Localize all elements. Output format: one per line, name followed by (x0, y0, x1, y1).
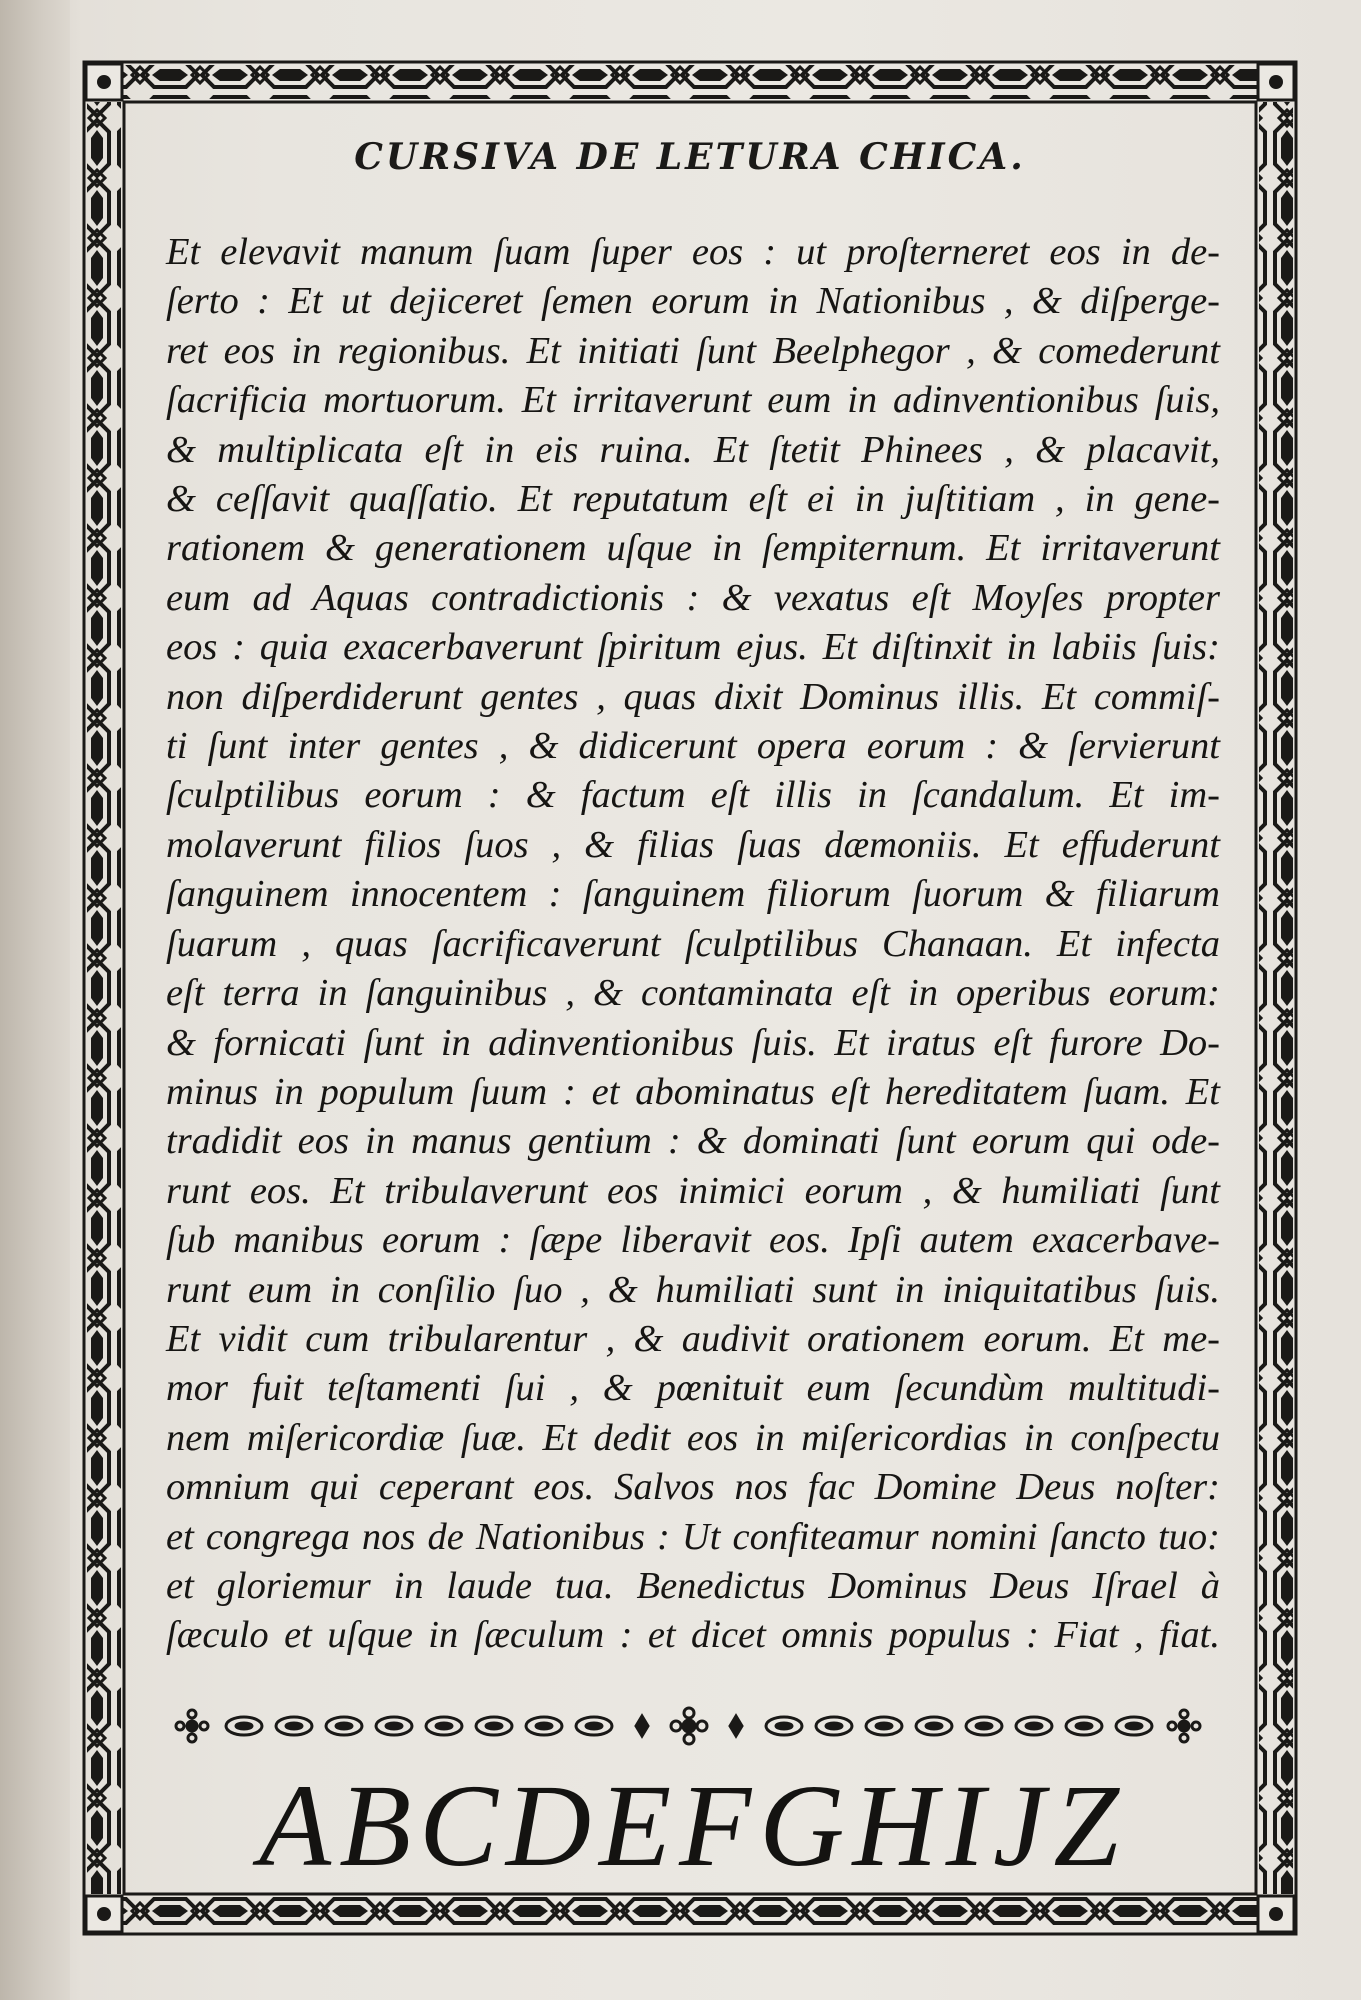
text-line: ſæculo et uſque in ſæculum : et dicet omnis populus : Fiat , fiat. (166, 1614, 1220, 1657)
text-line: nem miſericordiæ ſuæ. Et dedit eos in miſericordias in conſpectu (166, 1416, 1220, 1459)
alphabet-specimen: ABCDEFGHIJZ (259, 1760, 1127, 1891)
text-line: & fornicati ſunt in adinventionibus ſuis. Et iratus eſt furore Do- (166, 1021, 1220, 1064)
text-line: ſub manibus eorum : ſæpe liberavit eos. Ipſi autem exacerbave- (166, 1219, 1220, 1262)
text-line: et congrega nos de Nationibus : Ut confiteamur nomini ſancto tuo: (166, 1515, 1220, 1558)
text-line: tradidit eos in manus gentium : & dominati ſunt eorum qui ode- (166, 1120, 1220, 1163)
text-line: rationem & generationem uſque in ſempiternum. Et irritaverunt (166, 527, 1220, 570)
text-line: ſanguinem innocentem : ſanguinem filiorum ſuorum & filiarum (166, 873, 1220, 916)
text-line: ſerto : Et ut dejiceret ſemen eorum in Nationibus , & diſperge- (166, 280, 1220, 323)
text-line: runt eum in conſilio ſuo , & humiliati sunt in iniquitatibus ſuis. (166, 1268, 1220, 1311)
text-line: non diſperdiderunt gentes , quas dixit Dominus illis. Et commiſ- (166, 675, 1220, 718)
text-line: Et vidit cum tribularentur , & audivit orationem eorum. Et me- (166, 1317, 1220, 1360)
text-line: & ceſſavit quaſſatio. Et reputatum eſt ei in juſtitiam , in gene- (166, 478, 1220, 521)
text-line: ſuarum , quas ſacrificaverunt ſculptilibus Chanaan. Et infecta (166, 922, 1220, 965)
ornament-divider (174, 1706, 1204, 1746)
body-text (166, 228, 1220, 1661)
text-line: & multiplicata eſt in eis ruina. Et ſtetit Phinees , & placavit, (166, 428, 1220, 471)
text-line: ſacrificia mortuorum. Et irritaverunt eum in adinventionibus ſuis, (166, 379, 1220, 422)
text-line: omnium qui ceperant eos. Salvos nos fac Domine Deus noſter: (166, 1466, 1220, 1509)
text-line: mor fuit teſtamenti ſui , & pœnituit eum ſecundùm multitudi- (166, 1367, 1220, 1410)
text-line: eum ad Aquas contradictionis : & vexatus eſt Moyſes propter (166, 576, 1220, 619)
text-line: ſculptilibus eorum : & factum eſt illis in ſcandalum. Et im- (166, 774, 1220, 817)
text-line: eos : quia exacerbaverunt ſpiritum ejus. Et diſtinxit in labiis ſuis: (166, 626, 1220, 669)
text-line: molaverunt filios ſuos , & filias ſuas dæmoniis. Et effuderunt (166, 823, 1220, 866)
text-line: Et elevavit manum ſuam ſuper eos : ut proſterneret eos in de- (166, 231, 1220, 273)
text-line: ti ſunt inter gentes , & didicerunt opera eorum : & ſervierunt (166, 725, 1220, 768)
facing-page-edge (0, 0, 70, 2000)
decorative-frame (80, 58, 1300, 1938)
text-line: runt eos. Et tribulaverunt eos inimici eorum , & humiliati ſunt (166, 1169, 1220, 1212)
text-line: eſt terra in ſanguinibus , & contaminata eſt in operibus eorum: (166, 972, 1220, 1015)
page-title: CURSIVA DE LETURA CHICA. (354, 136, 1026, 178)
text-line: ret eos in regionibus. Et initiati ſunt Beelphegor , & comederunt (166, 329, 1220, 372)
text-line: et gloriemur in laude tua. Benedictus Dominus Deus Iſrael à (166, 1564, 1220, 1607)
text-line: minus in populum ſuum : et abominatus eſt hereditatem ſuam. Et (166, 1070, 1220, 1113)
